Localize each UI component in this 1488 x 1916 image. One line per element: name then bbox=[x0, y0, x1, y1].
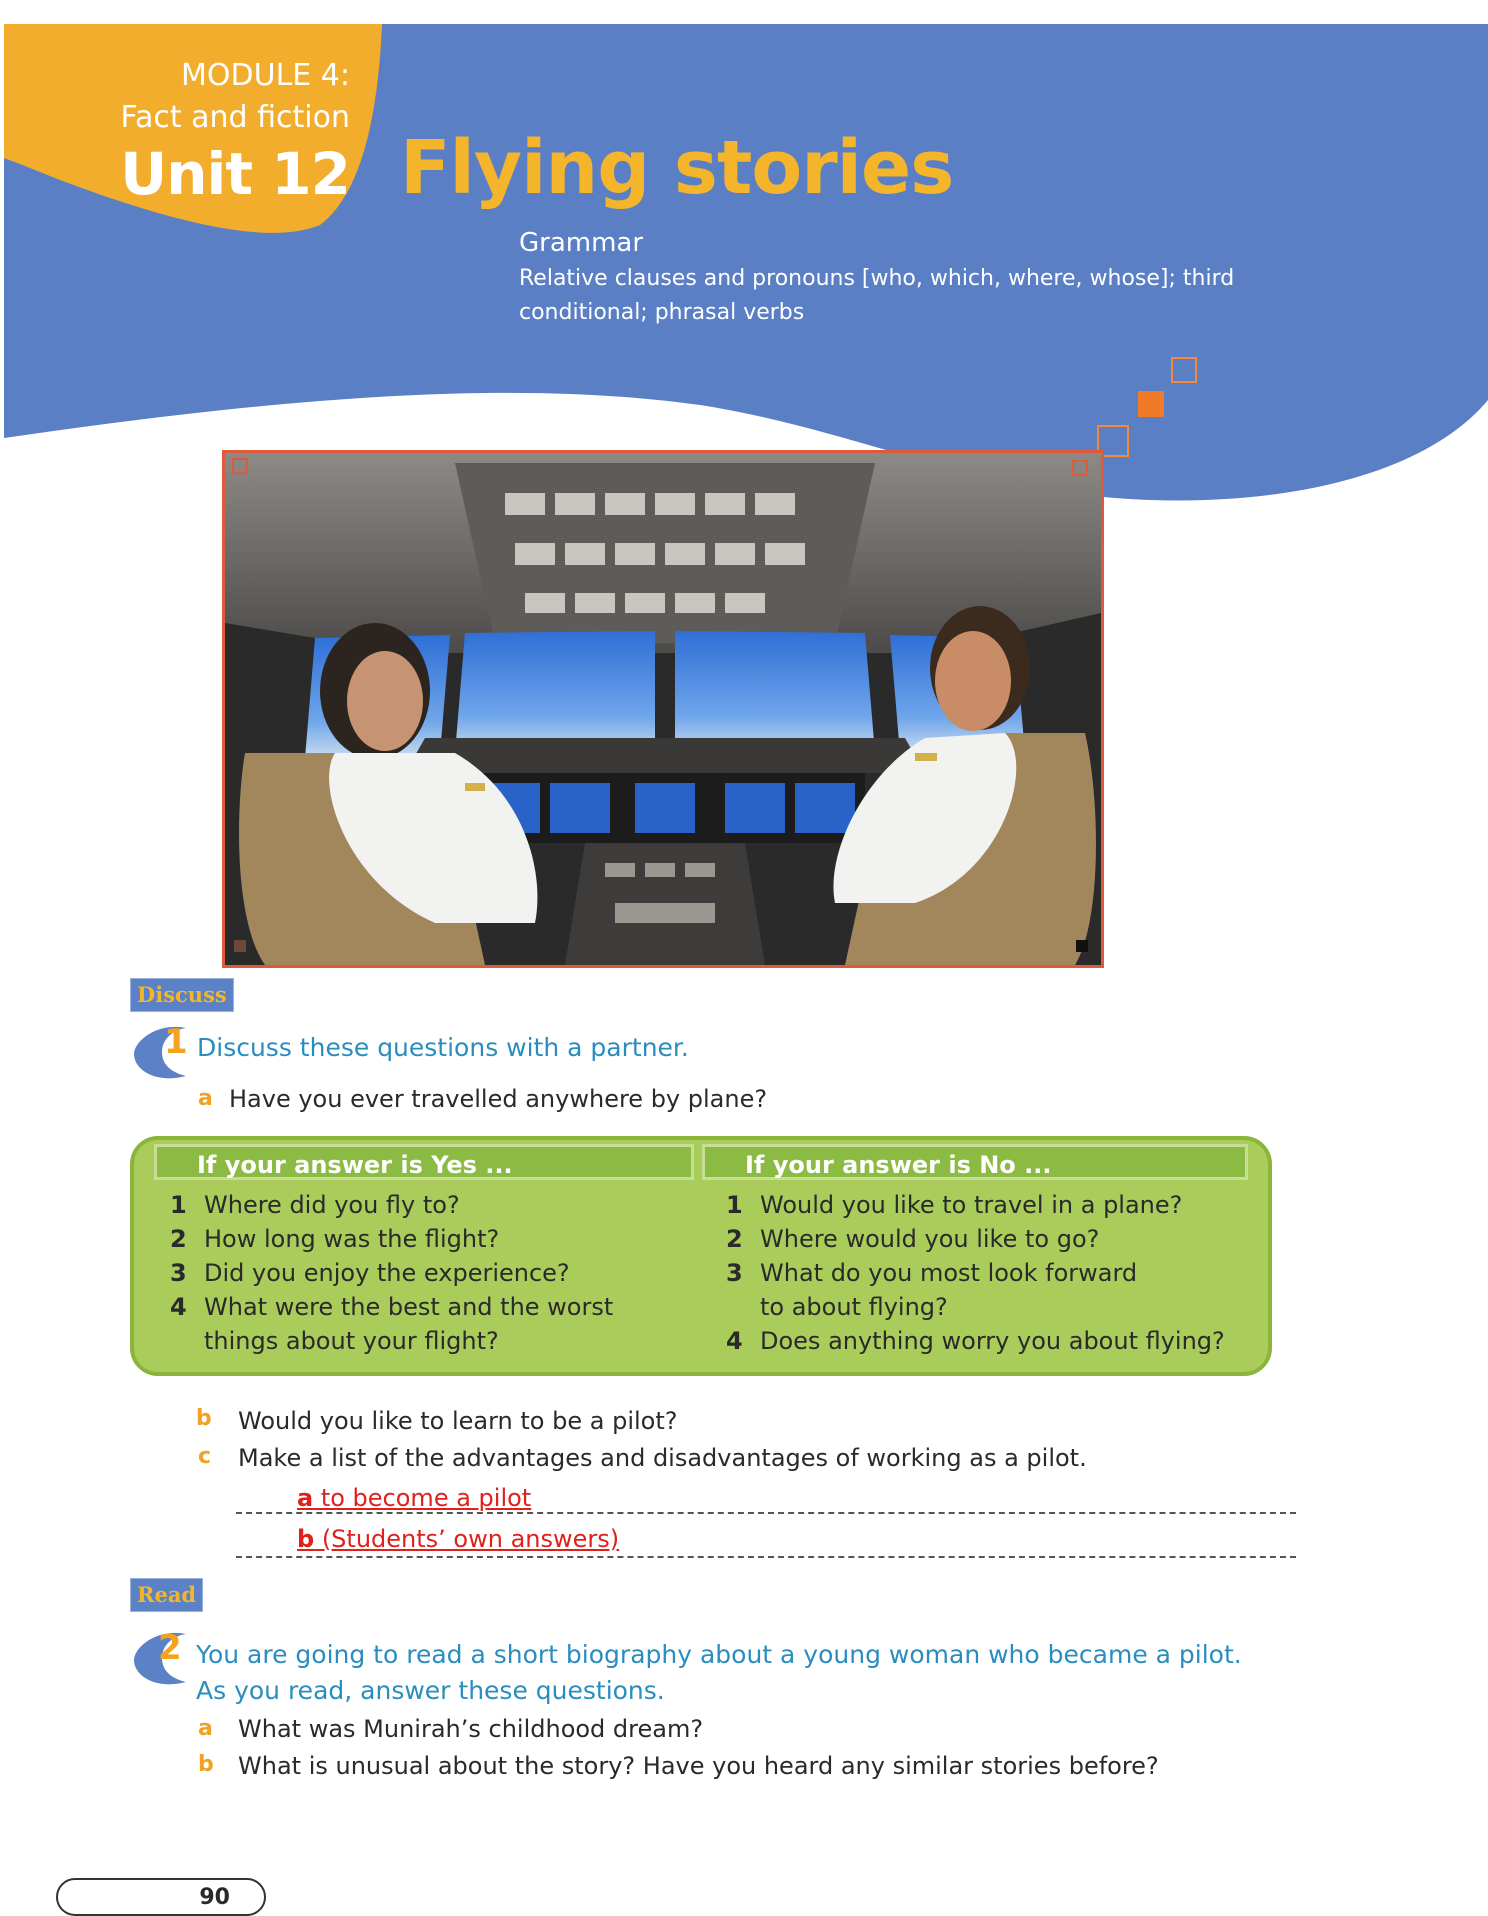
read-question-a-letter: a bbox=[198, 1716, 213, 1741]
question-text: Where would you like to go? bbox=[760, 1225, 1100, 1253]
no-question bbox=[726, 1222, 1246, 1256]
question-c-letter: c bbox=[198, 1444, 212, 1469]
answer-2 bbox=[297, 1525, 619, 1553]
answer-1-letter: a bbox=[297, 1484, 314, 1512]
question-text: What do you most look forward to about flying? bbox=[760, 1259, 1138, 1321]
yes-question bbox=[170, 1290, 640, 1358]
exercise-2-number: 2 bbox=[158, 1628, 182, 1668]
grammar-text: Relative clauses and pronouns [who, which, where, whose]; third conditional; phrasal verbs bbox=[519, 266, 1235, 325]
answer-2-text: (Students’ own answers) bbox=[314, 1525, 620, 1553]
question-a-letter: a bbox=[198, 1086, 213, 1111]
question-number: 4 bbox=[170, 1293, 187, 1321]
answer-2-letter: b bbox=[297, 1525, 315, 1553]
question-number: 3 bbox=[726, 1259, 743, 1287]
question-text: Does anything worry you about flying? bbox=[760, 1327, 1225, 1355]
question-c-text: Make a list of the advantages and disadvantages of working as a pilot. bbox=[238, 1444, 1087, 1472]
question-text: Where did you fly to? bbox=[204, 1191, 460, 1219]
exercise-2-title-line1: You are going to read a short biography about a young woman who became a pilot. bbox=[196, 1640, 1242, 1669]
question-text: Did you enjoy the experience? bbox=[204, 1259, 570, 1287]
answer-1-text: to become a pilot bbox=[313, 1484, 532, 1512]
cockpit-illustration bbox=[225, 453, 1101, 965]
read-question-a-text: What was Munirah’s childhood dream? bbox=[238, 1715, 704, 1743]
frame-corner-icon bbox=[1072, 460, 1088, 476]
question-number: 3 bbox=[170, 1259, 187, 1287]
yes-question bbox=[170, 1256, 640, 1290]
module-subtitle: Fact and fiction bbox=[120, 100, 350, 135]
read-tag: Read bbox=[130, 1578, 203, 1612]
no-question bbox=[726, 1256, 1166, 1324]
frame-corner-icon bbox=[234, 940, 246, 952]
page-number: 90 bbox=[56, 1878, 266, 1916]
no-column-header: If your answer is No ... bbox=[702, 1144, 1248, 1180]
module-label: MODULE 4: bbox=[181, 58, 350, 93]
question-number: 2 bbox=[170, 1225, 187, 1253]
read-question-b-letter: b bbox=[198, 1752, 214, 1777]
page-title: Flying stories bbox=[400, 125, 954, 211]
question-b-text: Would you like to learn to be a pilot? bbox=[238, 1407, 678, 1435]
question-text: What were the best and the worst things about your flight? bbox=[204, 1293, 614, 1355]
question-number: 1 bbox=[170, 1191, 187, 1219]
no-question bbox=[726, 1188, 1246, 1222]
yes-questions-list bbox=[170, 1188, 640, 1358]
question-number: 2 bbox=[726, 1225, 743, 1253]
grammar-label: Grammar bbox=[519, 228, 644, 258]
yes-question bbox=[170, 1222, 640, 1256]
cockpit-photo bbox=[222, 450, 1104, 968]
question-text: Would you like to travel in a plane? bbox=[760, 1191, 1183, 1219]
exercise-2-title bbox=[196, 1637, 1296, 1709]
no-question bbox=[726, 1324, 1246, 1358]
unit-label: Unit 12 bbox=[120, 140, 350, 208]
exercise-1-title: Discuss these questions with a partner. bbox=[197, 1033, 689, 1062]
yes-column-header: If your answer is Yes ... bbox=[154, 1144, 694, 1180]
question-b-letter: b bbox=[196, 1406, 212, 1431]
answer-1 bbox=[297, 1484, 531, 1512]
no-questions-list bbox=[726, 1188, 1246, 1358]
question-number: 1 bbox=[726, 1191, 743, 1219]
question-a-text: Have you ever travelled anywhere by plane? bbox=[229, 1085, 768, 1113]
read-question-b-text: What is unusual about the story? Have you heard any similar stories before? bbox=[238, 1752, 1159, 1780]
frame-corner-icon bbox=[232, 458, 248, 474]
exercise-1-number: 1 bbox=[164, 1022, 188, 1062]
frame-corner-icon bbox=[1076, 940, 1088, 952]
yes-question bbox=[170, 1188, 640, 1222]
question-text: How long was the flight? bbox=[204, 1225, 500, 1253]
deco-square-icon bbox=[1138, 391, 1164, 417]
exercise-2-title-line2: As you read, answer these questions. bbox=[196, 1676, 665, 1705]
question-number: 4 bbox=[726, 1327, 743, 1355]
discuss-tag: Discuss bbox=[130, 978, 234, 1012]
